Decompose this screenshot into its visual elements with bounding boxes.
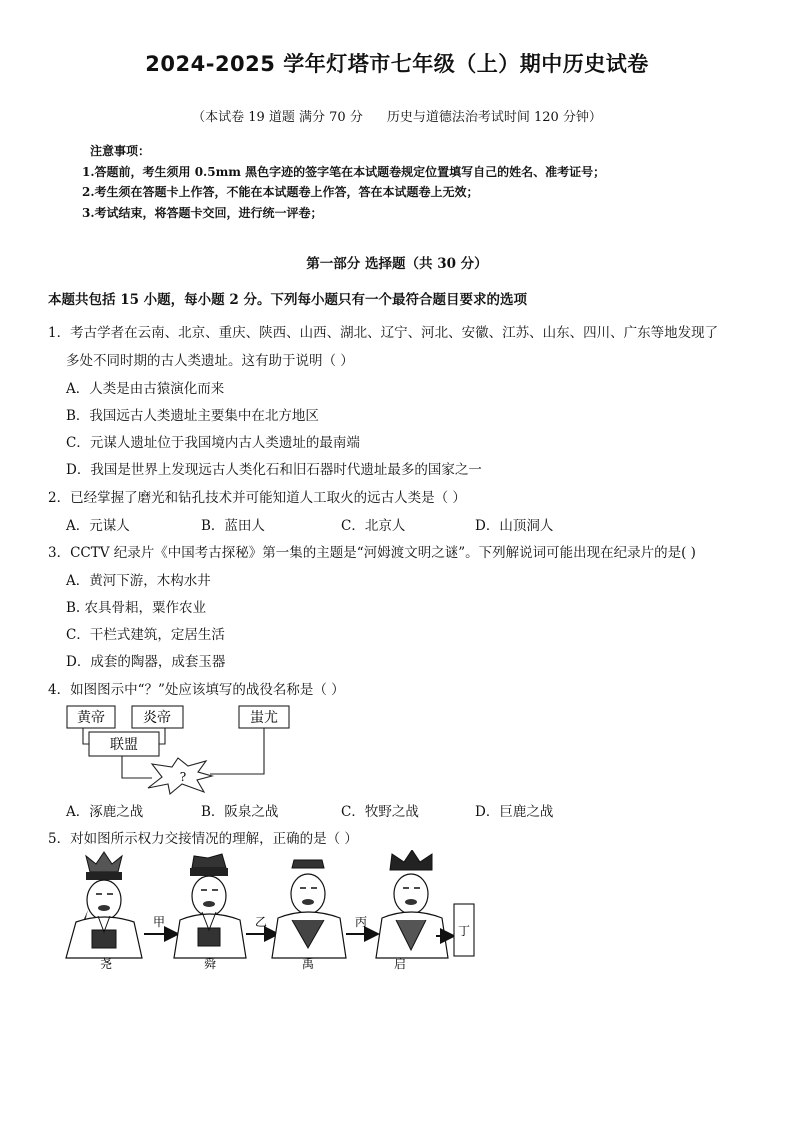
section-title: 第一部分 选择题（共 30 分） bbox=[306, 256, 488, 272]
question-5-stem: 5．对如图所示权力交接情况的理解，正确的是（ ） bbox=[48, 831, 358, 847]
figure-label-yao: 尧 bbox=[99, 957, 113, 971]
question-1-stem-cont: 多处不同时期的古人类遗址。这有助于说明（ ） bbox=[66, 353, 354, 369]
figure-label-yu: 禹 bbox=[301, 957, 315, 971]
question-3-option-b: B. 农具骨耜，粟作农业 bbox=[66, 600, 207, 616]
arrow-label-bing: 丙 bbox=[355, 915, 368, 929]
figure-label-qi: 启 bbox=[393, 957, 407, 971]
battle-diagram bbox=[60, 700, 320, 796]
note-item: 1.答题前，考生须用 0.5mm 黑色字迹的签字笔在本试题卷规定位置填写自己的姓名、准考证号； bbox=[82, 164, 606, 179]
question-1-option-d: D．我国是世界上发现远古人类化石和旧石器时代遗址最多的国家之一 bbox=[66, 462, 482, 478]
note-item: 3.考试结束，将答题卡交回，进行统一评卷； bbox=[82, 205, 323, 220]
question-2-option-b: B．蓝田人 bbox=[201, 518, 265, 534]
question-2-option-a: A．元谋人 bbox=[66, 518, 130, 534]
figure-yao bbox=[66, 852, 142, 958]
question-3-option-d: D．成套的陶器，成套玉器 bbox=[66, 654, 226, 670]
question-1-stem: 1．考古学者在云南、北京、重庆、陕西、山西、湖北、辽宁、河北、安徽、江苏、山东、四川、广东等地发现了 bbox=[48, 325, 719, 341]
notes-block bbox=[82, 141, 605, 223]
page-title: 2024-2025 学年灯塔市七年级（上）期中历史试卷 bbox=[145, 52, 649, 76]
question-3-stem: 3．CCTV 纪录片《中国考古探秘》第一集的主题是“河姆渡文明之谜”。下列解说词可能出现在纪录片的是( ) bbox=[48, 545, 696, 561]
question-4-option-b: B．阪泉之战 bbox=[201, 804, 279, 820]
connector-right bbox=[159, 728, 165, 744]
question-1-option-c: C．元谋人遗址位于我国境内古人类遗址的最南端 bbox=[66, 435, 360, 451]
connector-chiyou bbox=[210, 728, 264, 774]
connector-alliance bbox=[122, 756, 152, 778]
box-chiyou-label: 蚩尤 bbox=[250, 710, 278, 726]
question-2-option-d: D．山顶洞人 bbox=[475, 518, 554, 534]
question-4-option-d: D．巨鹿之战 bbox=[475, 804, 554, 820]
question-2-options bbox=[66, 514, 586, 534]
figure-shun bbox=[174, 854, 246, 958]
notes-heading: 注意事项： bbox=[90, 144, 151, 158]
section-instruction: 本题共包括 15 小题，每小题 2 分。下列每小题只有一个最符合题目要求的选项 bbox=[48, 292, 527, 308]
question-2-option-c: C．北京人 bbox=[341, 518, 406, 534]
arrow-label-yi: 乙 bbox=[255, 915, 268, 929]
box-huangdi-label: 黄帝 bbox=[77, 710, 105, 726]
question-1-option-a: A．人类是由古猿演化而来 bbox=[66, 381, 225, 397]
question-4-options bbox=[66, 800, 586, 820]
box-ding-label: 丁 bbox=[457, 924, 471, 938]
question-4-stem: 4．如图图示中“？”处应该填写的战役名称是（ ） bbox=[48, 682, 345, 698]
question-4-option-a: A．涿鹿之战 bbox=[66, 804, 144, 820]
question-2-stem: 2．已经掌握了磨光和钻孔技术并可能知道人工取火的远古人类是（ ） bbox=[48, 490, 466, 506]
question-3-option-a: A．黄河下游，木构水井 bbox=[66, 573, 211, 589]
figure-qi bbox=[376, 850, 448, 958]
question-3-option-c: C．干栏式建筑，定居生活 bbox=[66, 627, 225, 643]
question-1-option-b: B．我国远古人类遗址主要集中在北方地区 bbox=[66, 408, 319, 424]
subtitle-score: （本试卷 19 道题 满分 70 分 bbox=[192, 110, 363, 125]
note-item: 2.考生须在答题卡上作答，不能在本试题卷上作答，答在本试题卷上无效； bbox=[82, 185, 479, 199]
battle-mark: ? bbox=[179, 770, 187, 784]
box-alliance-label: 联盟 bbox=[110, 737, 138, 753]
subtitle-time: 历史与道德法治考试时间 120 分钟） bbox=[386, 110, 602, 125]
figure-label-shun: 舜 bbox=[203, 957, 217, 971]
question-4-option-c: C．牧野之战 bbox=[341, 804, 419, 820]
connector-left bbox=[83, 728, 89, 744]
exam-subtitle bbox=[0, 106, 794, 125]
box-yandi-label: 炎帝 bbox=[143, 710, 171, 726]
figure-yu bbox=[272, 860, 346, 958]
arrow-label-jia: 甲 bbox=[153, 915, 166, 929]
succession-figure bbox=[62, 850, 482, 975]
